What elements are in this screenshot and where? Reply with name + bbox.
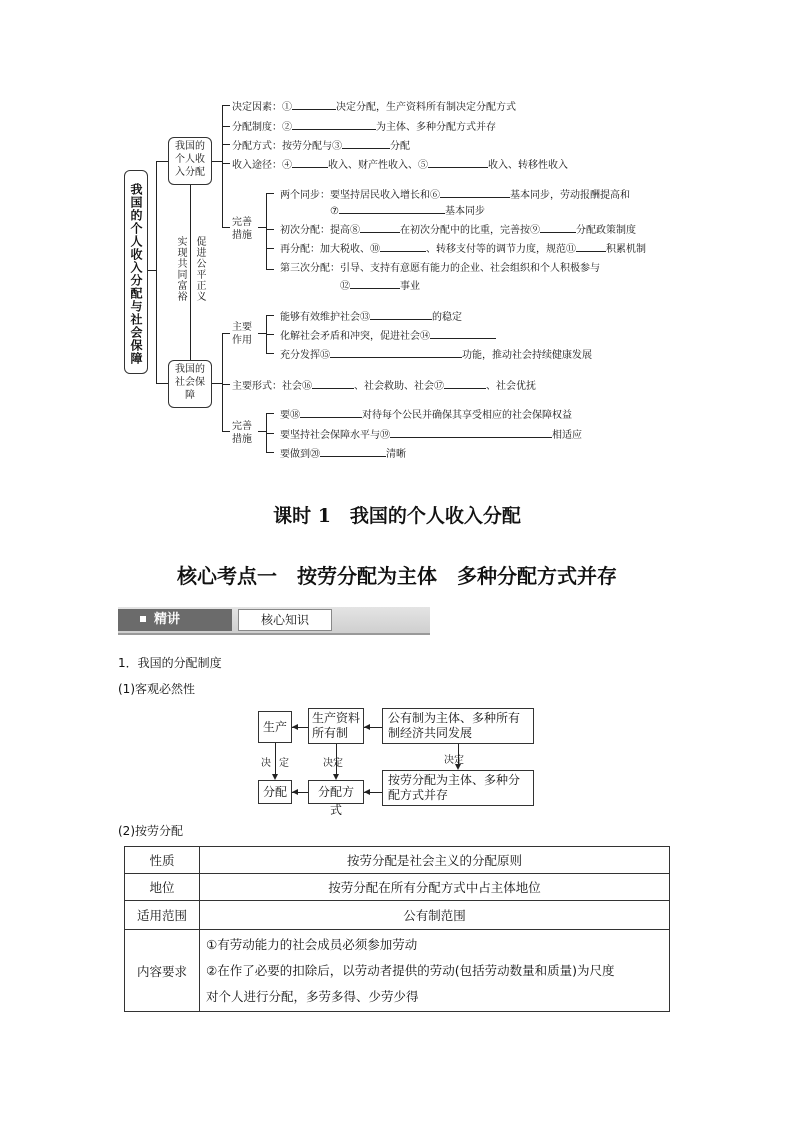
table-row — [125, 930, 670, 1012]
labor-distribution-table — [124, 846, 670, 1012]
p-secondary: 再分配：加大税收、⑩ 、转移支付等的调节力度，规范⑪ 积累机制 — [280, 244, 646, 255]
p-two-sync: 两个同步：要坚持居民收入增长和⑥ 基本同步，劳动报酬提高和 — [280, 190, 630, 201]
item-1: 1．我国的分配制度 — [118, 656, 222, 670]
table-row — [125, 874, 670, 901]
flow-ownership: 生产资料所有制 — [308, 708, 364, 744]
branch-income-node: 我国的个人收入分配 — [168, 137, 212, 185]
flow-decide-3: 决定 — [444, 755, 464, 766]
flow-decide-2: 决定 — [323, 758, 343, 769]
flow-production: 生产 — [258, 711, 292, 743]
flow-ownership-desc: 公有制为主体、多种所有制经济共同发展 — [382, 708, 534, 744]
req-line-3: 对个人进行分配，多劳多得、少劳少得 — [206, 988, 419, 1004]
link-fairness: 促进公平正义 — [194, 236, 205, 302]
main-forms: 主要形式：社会⑯ 、社会救助、社会⑰ 、社会优抚 — [232, 381, 536, 392]
flow-dist-desc: 按劳分配为主体、多种分配方式并存 — [382, 770, 534, 806]
p-tertiary-2: ⑫ 事业 — [340, 281, 420, 292]
table-key: 性质 — [125, 847, 200, 874]
main-role-label: 主要作用 — [232, 322, 252, 346]
req-line-2: ②在作了必要的扣除后，以劳动者提供的劳动(包括劳动数量和质量)为尺度 — [206, 962, 615, 978]
perfect-measures-1: 完善措施 — [232, 217, 252, 241]
p-tertiary: 第三次分配：引导、支持有意愿有能力的企业、社会组织和个人积极参与 — [280, 263, 600, 274]
sub-1: (1)客观必然性 — [118, 682, 195, 696]
b1-income-ways: 收入途径：④ 收入、财产性收入、⑤ 收入、转移性收入 — [232, 160, 568, 171]
section-title: 核心考点一 按劳分配为主体 多种分配方式并存 — [177, 564, 617, 588]
branch-security-node: 我国的社会保障 — [168, 360, 212, 408]
role-function: 充分发挥⑮ 功能，推动社会持续健康发展 — [280, 350, 592, 361]
p-primary: 初次分配：提高⑧ 在初次分配中的比重，完善按⑨ 分配政策制度 — [280, 225, 636, 236]
s-level: 要坚持社会保障水平与⑲ 相适应 — [280, 430, 582, 441]
table-row — [125, 901, 670, 930]
banner — [118, 607, 430, 635]
b1-decision-factors: 决定因素：① 决定分配，生产资料所有制决定分配方式 — [232, 102, 516, 113]
role-harmony: 化解社会矛盾和冲突，促进社会⑭ — [280, 329, 496, 342]
req-line-1: ①有劳动能力的社会成员必须参加劳动 — [206, 936, 418, 952]
lesson-title: 课时 1 我国的个人收入分配 — [273, 505, 521, 527]
perfect-measures-2: 完善措施 — [232, 421, 252, 445]
b1-methods: 分配方式：按劳分配与③ 分配 — [232, 141, 410, 152]
s-equal: 要⑱ 对待每个公民并确保其享受相应的社会保障权益 — [280, 410, 572, 421]
flow-distribution: 分配 — [258, 780, 292, 804]
table-value: 按劳分配是社会主义的分配原则 — [200, 847, 670, 874]
table-key: 地位 — [125, 874, 200, 901]
table-value — [200, 930, 670, 1012]
banner-label: 核心知识 — [238, 609, 332, 631]
banner-tag: 精讲 — [118, 609, 232, 631]
link-common-prosperity: 实现共同富裕 — [175, 236, 186, 302]
flow-decide-1: 决定 — [261, 758, 297, 769]
table-row — [125, 847, 670, 874]
table-value: 按劳分配在所有分配方式中占主体地位 — [200, 874, 670, 901]
table-key: 适用范围 — [125, 901, 200, 930]
b1-system: 分配制度：② 为主体、多种分配方式并存 — [232, 122, 496, 133]
table-value: 公有制范围 — [200, 901, 670, 930]
p-two-sync-2: ⑦ 基本同步 — [330, 206, 485, 217]
sub-2: (2)按劳分配 — [118, 824, 183, 838]
table-key: 内容要求 — [125, 930, 200, 1012]
role-stability: 能够有效维护社会⑬ 的稳定 — [280, 312, 462, 323]
s-clear: 要做到⑳ 清晰 — [280, 449, 406, 460]
root-node: 我国的个人收入分配与社会保障 — [124, 170, 148, 374]
flow-dist-method: 分配方式 — [308, 780, 364, 804]
